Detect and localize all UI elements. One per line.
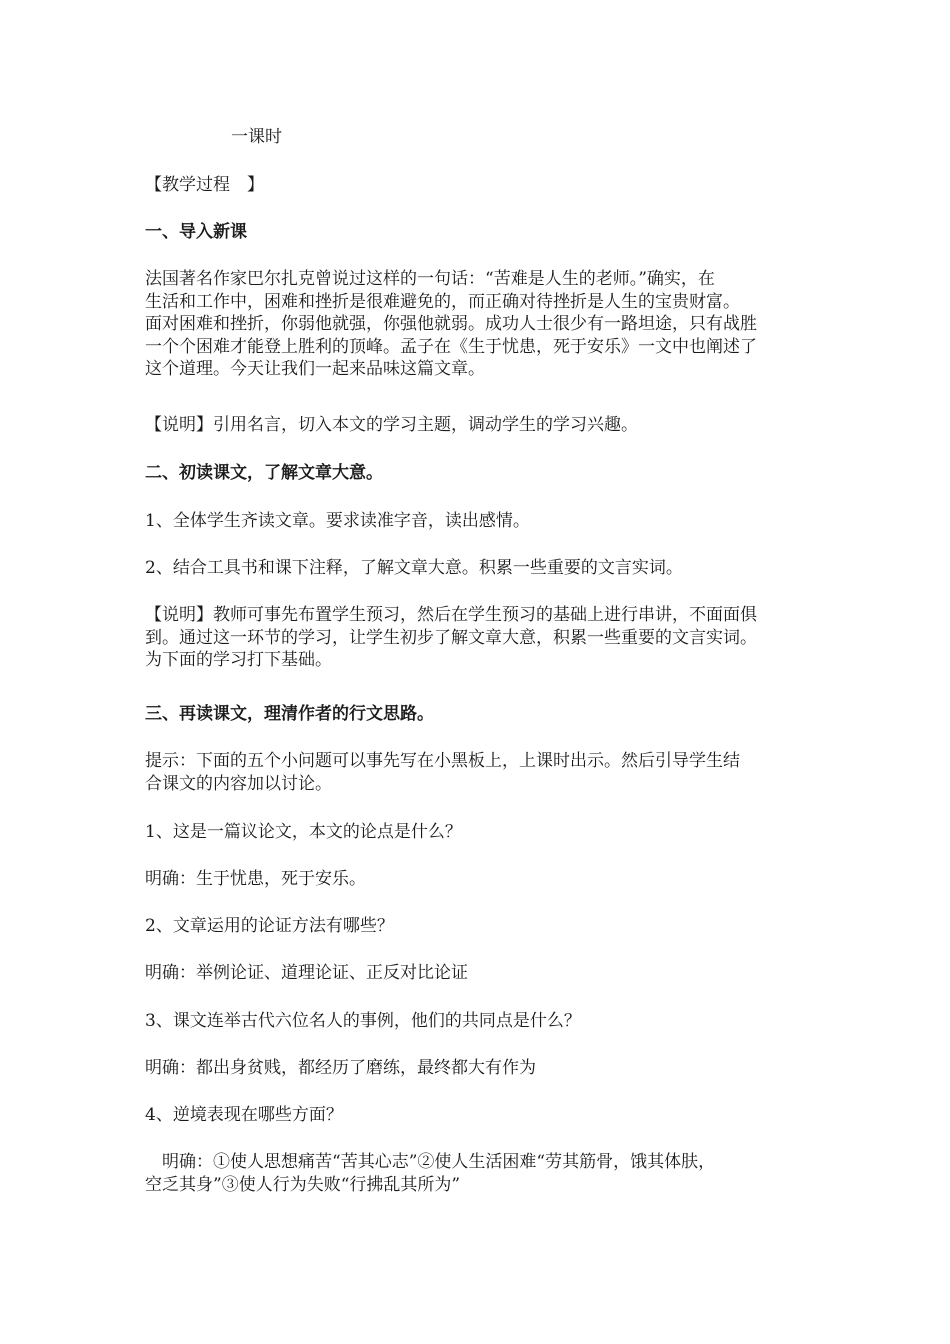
answer-2: 明确：举例论证、道理论证、正反对比论证 [145, 963, 468, 983]
intro-line: 这个道理。今天让我们一起来品味这篇文章。 [145, 359, 485, 379]
step-2: 2、结合工具书和课下注释，了解文章大意。积累一些重要的文言实词。 [145, 558, 683, 578]
question-1: 1、这是一篇议论文，本文的论点是什么？ [145, 822, 462, 842]
section-teaching-process: 【教学过程 】 [145, 175, 264, 195]
answer-line: 空乏其身”③使人行为失败“行拂乱其所为” [145, 1174, 461, 1195]
answer-line: 明确：①使人思想痛苦“苦其心志”②使人生活困难“劳其筋骨，饿其体肤， [145, 1152, 716, 1172]
tip-line: 合课文的内容加以讨论。 [145, 773, 332, 794]
answer-1: 明确：生于忧患，死于安乐。 [145, 869, 366, 889]
intro-line: 一个个困难才能登上胜利的顶峰。孟子在《生于忧患，死于安乐》一文中也阐述了 [145, 336, 757, 357]
answer-4 [145, 1151, 813, 1196]
intro-line: 面对困难和挫折，你弱他就强，你强他就弱。成功人士很少有一路坦途，只有战胜 [145, 314, 757, 334]
intro-line: 生活和工作中，困难和挫折是很难避免的，而正确对待挫折是人生的宝贵财富。 [145, 291, 740, 312]
note-explanation-2 [145, 604, 813, 672]
question-4: 4、逆境表现在哪些方面？ [145, 1105, 343, 1125]
heading-first-reading: 二、初读课文，了解文章大意。 [145, 463, 383, 483]
question-2: 2、文章运用的论证方法有哪些？ [145, 916, 394, 936]
heading-second-reading: 三、再读课文，理清作者的行文思路。 [145, 704, 434, 724]
note-line: 【说明】教师可事先布置学生预习，然后在学生预习的基础上进行串讲，不面面俱 [145, 605, 757, 625]
note-line: 到。通过这一环节的学习，让学生初步了解文章大意，积累一些重要的文言实词。 [145, 627, 757, 648]
note-line: 为下面的学习打下基础。 [145, 650, 332, 670]
intro-line: 法国著名作家巴尔扎克曾说过这样的一句话：“苦难是人生的老师。”确实，在 [145, 269, 715, 289]
answer-3: 明确：都出身贫贱，都经历了磨练，最终都大有作为 [145, 1058, 536, 1078]
question-3: 3、课文连举古代六位名人的事例，他们的共同点是什么？ [145, 1011, 581, 1031]
tip-paragraph [145, 750, 813, 795]
heading-introduction: 一、导入新课 [145, 222, 247, 242]
intro-paragraph [145, 268, 813, 381]
note-explanation-1: 【说明】引用名言，切入本文的学习主题，调动学生的学习兴趣。 [145, 415, 638, 435]
tip-line: 提示：下面的五个小问题可以事先写在小黑板上，上课时出示。然后引导学生结 [145, 751, 740, 771]
step-1: 1、全体学生齐读文章。要求读准字音，读出感情。 [145, 511, 530, 531]
class-period: 一课时 [231, 127, 282, 147]
